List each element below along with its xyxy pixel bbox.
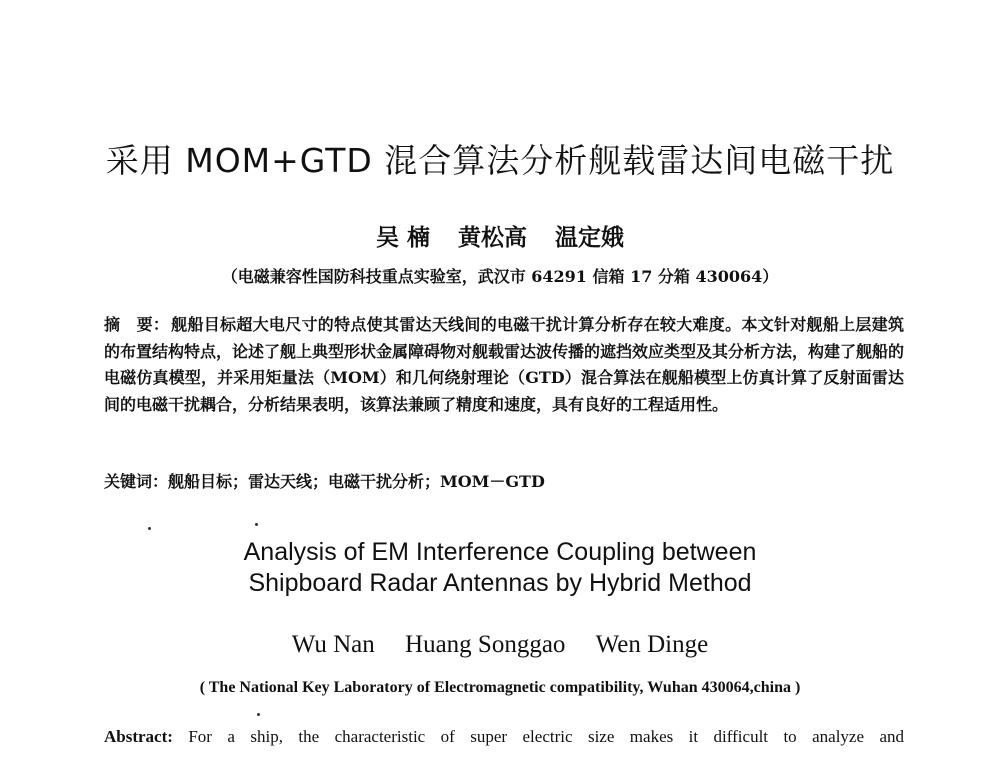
chinese-author-1: 吴 楠 <box>375 224 430 251</box>
chinese-affiliation: （电磁兼容性国防科技重点实验室，武汉市 64291 信箱 17 分箱 430064） <box>221 267 779 286</box>
chinese-keywords-label: 关键词： <box>104 472 169 491</box>
scan-speck <box>255 523 258 526</box>
chinese-abstract-text: 舰船目标超大电尺寸的特点使其雷达天线间的电磁干扰计算分析存在较大难度。本文针对舰船上层建筑的布置结构特点，论述了舰上典型形状金属障碍物对舰载雷达波传播的遮挡效应类型及其分析方法，构建了舰船的电磁仿真模型，并采用矩量法（MOM）和几何绕射理论（GTD）混合算法在舰船模型上仿真计算了反射面雷达间的电磁干扰耦合，分析结果表明，该算法兼顾了精度和速度，具有良好的工程适用性。 <box>104 315 905 414</box>
english-abstract-label: Abstract: <box>104 727 173 746</box>
chinese-abstract-label: 摘 要： <box>104 315 170 334</box>
english-title-line-1: Analysis of EM Interference Coupling between <box>243 538 757 566</box>
english-author-3: Wen Dinge <box>595 631 709 658</box>
english-affiliation: ( The National Key Laboratory of Electromagnetic compatibility, Wuhan 430064,china ) <box>199 679 801 696</box>
english-author-2: Huang Songgao <box>405 631 566 658</box>
english-authors <box>0 631 1000 659</box>
english-author-1: Wu Nan <box>291 631 375 658</box>
scan-speck <box>257 713 260 716</box>
chinese-title: 采用 MOM+GTD 混合算法分析舰载雷达间电磁干扰 <box>105 141 895 180</box>
english-title-line-2: Shipboard Radar Antennas by Hybrid Method <box>248 569 752 597</box>
scan-speck <box>148 527 151 530</box>
chinese-authors <box>0 219 1000 252</box>
english-title <box>0 537 1000 599</box>
chinese-keywords-text: 舰船目标；雷达天线；电磁干扰分析；MOM－GTD <box>168 472 545 491</box>
chinese-abstract <box>104 312 904 418</box>
chinese-keywords <box>104 469 904 492</box>
chinese-author-3: 温定娥 <box>555 224 625 251</box>
english-abstract <box>104 727 904 747</box>
chinese-author-2: 黄松高 <box>458 224 527 251</box>
english-abstract-text: For a ship, the characteristic of super electric size makes it difficult to analyze and <box>172 727 904 746</box>
